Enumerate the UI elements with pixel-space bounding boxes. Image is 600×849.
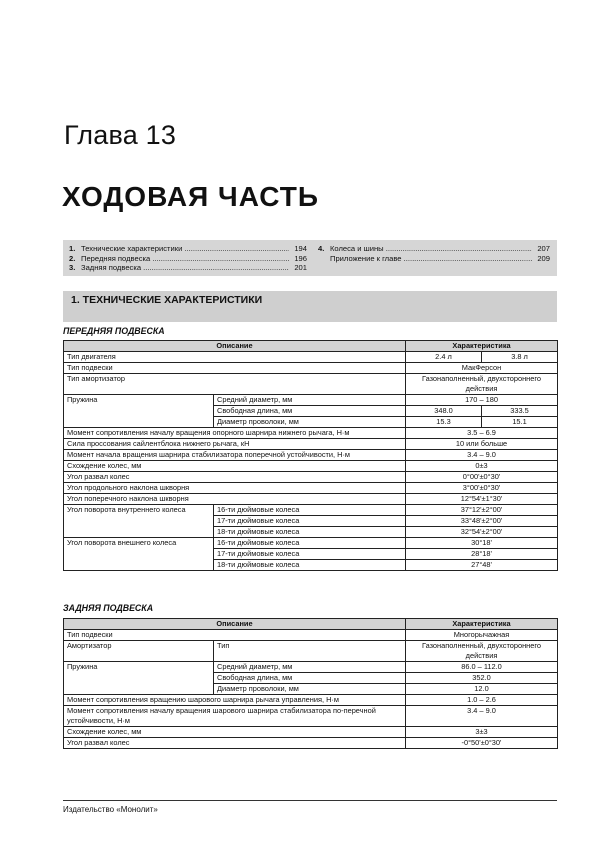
toc-item-page: 194 [294, 244, 307, 253]
row-label: Угол поворота внутреннего колеса [64, 505, 214, 538]
cell-value: 86.0 – 112.0 [406, 662, 558, 673]
toc-item-page: 207 [537, 244, 550, 253]
table-row [64, 363, 558, 374]
row-label: Угол развал колес [64, 738, 406, 749]
toc-item[interactable] [318, 254, 550, 264]
table-row [64, 695, 558, 706]
table-row [64, 483, 558, 494]
table-row [64, 374, 558, 395]
toc-item-label: Приложение к главе ..... [330, 254, 532, 264]
row-sublabel: Диаметр проволоки, мм [214, 417, 406, 428]
cell-value: 33°48'±2°00' [406, 516, 558, 527]
table-row [64, 662, 558, 673]
toc-item-page: 209 [537, 253, 550, 263]
table-row [64, 538, 558, 549]
table-row [64, 472, 558, 483]
cell-value: 0±3 [406, 461, 558, 472]
row-label: Угол развал колес [64, 472, 406, 483]
table-of-contents [63, 240, 557, 276]
row-label: Момент начала вращения шарнира стабилизатора поперечной устойчивости, Н·м [64, 450, 406, 461]
cell-value: 27°48' [406, 560, 558, 571]
row-label: Угол поперечного наклона шкворня [64, 494, 406, 505]
column-header-characteristic: Характеристика [406, 619, 558, 630]
table-row [64, 641, 558, 662]
cell-value: 348.0 [406, 406, 482, 417]
toc-item-number: 1. [69, 244, 76, 253]
toc-item-number: 4. [318, 244, 325, 253]
chapter-number: Глава 13 [64, 120, 177, 150]
toc-item-number: 3. [69, 263, 76, 272]
table-row [64, 450, 558, 461]
toc-item-page: 201 [294, 263, 307, 272]
table-row [64, 505, 558, 516]
row-label: Угол продольного наклона шкворня [64, 483, 406, 494]
row-label: Пружина [64, 395, 214, 428]
row-label: Момент сопротивления началу вращения шарового шарнира стабилизатора по-перечной устойчивости, Н·м [64, 706, 406, 727]
row-label: Схождение колес, мм [64, 727, 406, 738]
table-row [64, 494, 558, 505]
table-row [64, 395, 558, 406]
row-label: Схождение колес, мм [64, 461, 406, 472]
cell-value: 3.4 – 9.0 [406, 706, 558, 727]
cell-value: МакФерсон [406, 363, 558, 374]
table-row [64, 428, 558, 439]
row-sublabel: 16-ти дюймовые колеса [214, 505, 406, 516]
toc-left-column [69, 244, 307, 273]
cell-value: 352.0 [406, 673, 558, 684]
chapter-title: ХОДОВАЯ ЧАСТЬ [62, 181, 319, 212]
column-header-description: Описание [64, 619, 406, 630]
row-sublabel: 17-ти дюймовые колеса [214, 516, 406, 527]
cell-value: 12°54'±1°30' [406, 494, 558, 505]
row-sublabel: Средний диаметр, мм [214, 395, 406, 406]
cell-value: 2.4 л [406, 352, 482, 363]
cell-value: Газонаполненный, двухстороннего действия [406, 374, 558, 395]
footer-divider [63, 800, 557, 801]
cell-value: 3.4 – 9.0 [406, 450, 558, 461]
cell-value: 12.0 [406, 684, 558, 695]
table-row [64, 706, 558, 727]
row-sublabel: Диаметр проволоки, мм [214, 684, 406, 695]
column-header-description: Описание [64, 341, 406, 352]
table-row [64, 439, 558, 450]
cell-value: 30°18' [406, 538, 558, 549]
row-sublabel: 18-ти дюймовые колеса [214, 560, 406, 571]
toc-right-column [318, 244, 550, 263]
column-header-characteristic: Характеристика [406, 341, 558, 352]
toc-item-page: 196 [294, 253, 307, 263]
rear-suspension-table [63, 618, 558, 749]
front-suspension-heading: ПЕРЕДНЯЯ ПОДВЕСКА [63, 326, 165, 336]
cell-value: 0°00'±0°30' [406, 472, 558, 483]
cell-value: 333.5 [482, 406, 558, 417]
cell-value: 15.1 [482, 417, 558, 428]
table-row [64, 738, 558, 749]
cell-value: 3.8 л [482, 352, 558, 363]
table-header-row [64, 341, 558, 352]
toc-item-number [318, 254, 330, 264]
toc-item-label: Колеса и шины ..... [330, 244, 532, 254]
cell-value: 28°18' [406, 549, 558, 560]
cell-value: 3±3 [406, 727, 558, 738]
row-sublabel: Тип [214, 641, 406, 662]
table-header-row [64, 619, 558, 630]
cell-value: 170 – 180 [406, 395, 558, 406]
cell-value: 32°54'±2°00' [406, 527, 558, 538]
row-label: Угол поворота внешнего колеса [64, 538, 214, 571]
row-sublabel: Свободная длина, мм [214, 673, 406, 684]
table-row [64, 630, 558, 641]
cell-value: Многорычажная [406, 630, 558, 641]
row-sublabel: 17-ти дюймовые колеса [214, 549, 406, 560]
cell-value: 3°00'±0°30' [406, 483, 558, 494]
row-sublabel: 16-ти дюймовые колеса [214, 538, 406, 549]
toc-item-number: 2. [69, 253, 76, 263]
publisher-footer: Издательство «Монолит» [63, 805, 158, 814]
row-sublabel: 18-ти дюймовые колеса [214, 527, 406, 538]
toc-item-label: Задняя подвеска ..... [81, 263, 289, 273]
row-label: Момент сопротивления началу вращения опорного шарнира нижнего рычага, Н·м [64, 428, 406, 439]
rear-suspension-heading: ЗАДНЯЯ ПОДВЕСКА [63, 603, 154, 613]
cell-value: Газонаполненный, двухстороннего действия [406, 641, 558, 662]
row-label: Амортизатор [64, 641, 214, 662]
front-suspension-table [63, 340, 558, 571]
section-header [63, 291, 557, 322]
row-label: Сила проссования сайлентблока нижнего рычага, кН [64, 439, 406, 450]
table-row [64, 461, 558, 472]
row-sublabel: Свободная длина, мм [214, 406, 406, 417]
cell-value: 10 или больше [406, 439, 558, 450]
row-label: Тип подвески [64, 630, 406, 641]
row-label: Момент сопротивления вращению шарового шарнира рычага управления, Н·м [64, 695, 406, 706]
table-row [64, 352, 558, 363]
toc-item[interactable] [69, 254, 307, 264]
table-row [64, 727, 558, 738]
row-label: Тип амортизатор [64, 374, 406, 395]
cell-value: 3.5 – 6.9 [406, 428, 558, 439]
cell-value: -0°50'±0°30' [406, 738, 558, 749]
toc-item-label: Технические характеристики ..... [81, 244, 289, 254]
cell-value: 15.3 [406, 417, 482, 428]
toc-item[interactable] [318, 244, 550, 254]
cell-value: 37°12'±2°00' [406, 505, 558, 516]
cell-value: 1.0 – 2.6 [406, 695, 558, 706]
row-label: Пружина [64, 662, 214, 695]
toc-item-label: Передняя подвеска ..... [81, 254, 289, 264]
section-title: 1. ТЕХНИЧЕСКИЕ ХАРАКТЕРИСТИКИ [71, 294, 263, 306]
row-label: Тип двигателя [64, 352, 406, 363]
toc-item[interactable] [69, 244, 307, 254]
toc-item[interactable] [69, 263, 307, 273]
row-label: Тип подвески [64, 363, 406, 374]
row-sublabel: Средний диаметр, мм [214, 662, 406, 673]
